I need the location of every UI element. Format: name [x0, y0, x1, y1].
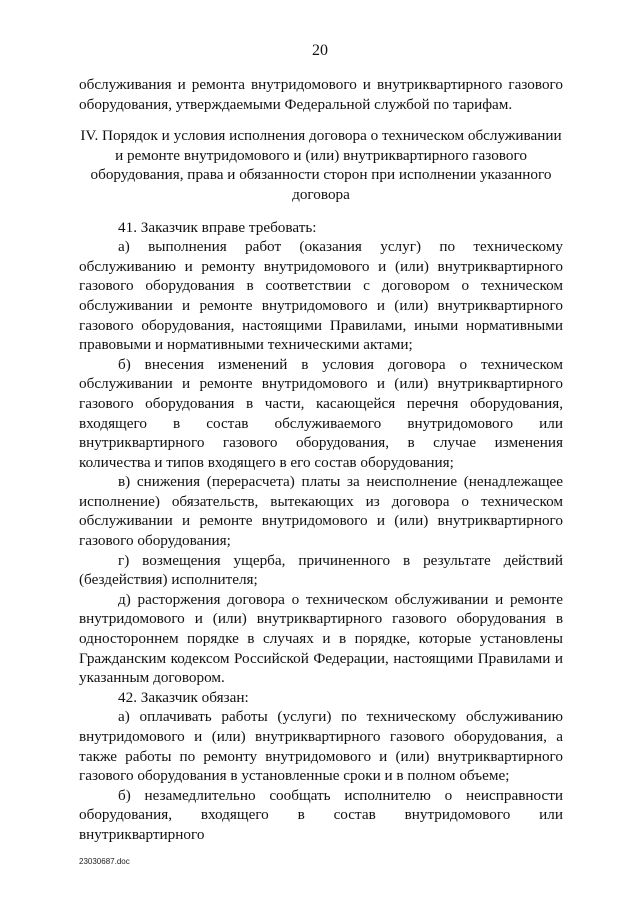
paragraph-42: 42. Заказчик обязан:	[118, 688, 249, 706]
page-number: 20	[312, 42, 328, 59]
footer-filename: 23030687.doc	[79, 857, 130, 866]
paragraph-41a: а) выполнения работ (оказания услуг) по техническому обслуживанию и ремонту внутридомового и (или) внутриквартирного газового оборудования в соответствии с договором о техническом обслуживании и ремонте внутридомового и (или) внутриквартирного газового оборудования, настоящими Правилами, иными нормативными правовыми и нормативными техническими актами;	[79, 238, 563, 354]
paragraph-41d: д) расторжения договора о техническом обслуживании и ремонте внутридомового и (или) внутриквартирного газового оборудования в одностороннем порядке в случаях и в порядке, которые установлены Гражданским кодексом Российской Федерации, настоящими Правилами и указанным договором.	[79, 590, 563, 687]
paragraph-41v: в) снижения (перерасчета) платы за неисполнение (ненадлежащее исполнение) обязательств, вытекающих из договора о техническом обслуживании и ремонте внутридомового и (или) внутриквартирного газового оборудования;	[79, 473, 563, 550]
paragraph-42a: а) оплачивать работы (услуги) по техническому обслуживанию внутридомового и (или) внутриквартирного газового оборудования, а также работы по ремонту внутридомового и (или) внутриквартирного газового оборудования в установленные сроки и в полном объеме;	[79, 708, 563, 785]
paragraph-41g: г) возмещения ущерба, причиненного в результате действий (бездействия) исполнителя;	[79, 551, 563, 589]
paragraph-41b: б) внесения изменений в условия договора о техническом обслуживании и ремонте внутридомового и (или) внутриквартирного газового оборудования в части, касающейся перечня оборудования, входящего в состав обслуживаемого внутридомового или внутриквартирного газового оборудования, в случае изменения количества и типов входящего в его состав оборудования;	[79, 355, 563, 471]
paragraph-42b: б) незамедлительно сообщать исполнителю о неисправности оборудования, входящего в состав внутридомового или внутриквартирного	[79, 786, 563, 843]
document-body	[79, 75, 563, 845]
intro-paragraph: обслуживания и ремонта внутридомового и внутриквартирного газового оборудования, утверждаемыми Федеральной службой по тарифам.	[79, 76, 563, 113]
section-heading: IV. Порядок и условия исполнения договора о техническом обслуживании и ремонте внутридомового и (или) внутриквартирного газового оборудования, права и обязанности сторон при исполнении указанного договора	[80, 127, 562, 203]
paragraph-41: 41. Заказчик вправе требовать:	[118, 218, 317, 236]
